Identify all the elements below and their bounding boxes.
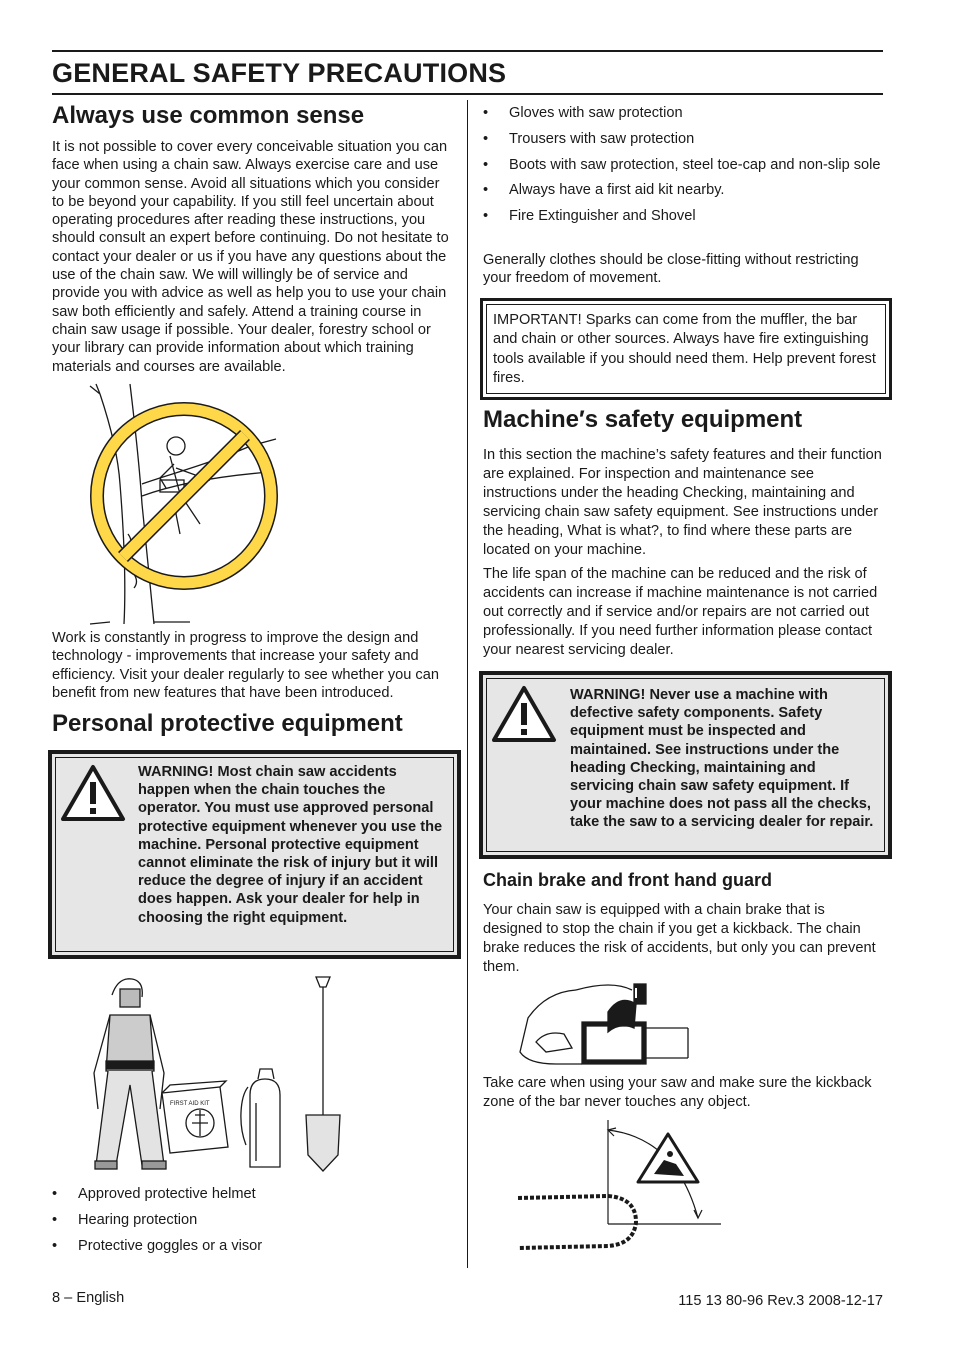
first-aid-kit-label: FIRST AID KIT [170, 1101, 210, 1107]
important-box [480, 298, 892, 400]
title-top-rule [52, 50, 883, 52]
footer-page-label: 8 – English [52, 1290, 125, 1306]
warning-triangle-icon [60, 764, 126, 822]
machine-safety-heading: Machine′s safety equipment [483, 406, 803, 433]
kickback-zone-illustration [516, 1120, 726, 1260]
ppe-heading: Personal protective equipment [52, 710, 403, 737]
improvement-paragraph: Work is constantly in progress to improve the design and technology - improvements that increase your safety and efficiency. Visit your dealer regularly to see whether you can benefit from new features that have been introduced. [52, 630, 439, 701]
common-sense-paragraph: It is not possible to cover every conceivable situation you can face when using a chain saw. Always exercise care and use your common sense. Avoid all situations which you consider to be beyond your capability. If you still feel uncertain about operating procedures after reading these instructions, you should consult an expert before continuing. Do not hesitate to contact your dealer or us if you have any questions about the use of the chain saw. We will willingly be of service and provide you with advice as well as help you to use your chain saw both efficiently and safely. Attend a training course in chain saw usage if possible. Your dealer, forestry school or your library can provide information about which training materials and courses are available. [52, 139, 449, 375]
list-item: • Gloves with saw protection [483, 104, 883, 122]
title-bottom-rule [52, 93, 883, 95]
list-item: • Protective goggles or a visor [52, 1237, 452, 1255]
chain-brake-paragraph: Your chain saw is equipped with a chain brake that is designed to stop the chain if you get a kickback. The chain brake reduces the risk of accidents, but only you can prevent them. [483, 902, 876, 975]
machine-warning-box [479, 671, 892, 859]
chain-saw-hand-guard-illustration [516, 982, 690, 1068]
page-title: GENERAL SAFETY PRECAUTIONS [52, 58, 507, 88]
list-item: • Approved protective helmet [52, 1185, 452, 1203]
list-item: • Hearing protection [52, 1211, 452, 1229]
tree-climbing-prohibited-illustration [80, 384, 280, 624]
list-item: • Fire Extinguisher and Shovel [483, 207, 883, 225]
important-text: IMPORTANT! Sparks can come from the muffler, the bar and chain or other sources. Always have fire extinguishing tools available if you should need them. Help prevent forest fires. [493, 312, 876, 386]
ppe-illustration [80, 975, 350, 1175]
list-item: • Boots with saw protection, steel toe-cap and non-slip sole [483, 156, 883, 174]
machine-safety-paragraph-1: In this section the machine’s safety features and their function are explained. For inspection and maintenance see instructions under the heading Checking, maintaining and servicing chain saw safety equipment. See instructions under the heading, What is what?, to find where these parts are located on your machine. [483, 447, 882, 558]
ppe-bullet-list-continued [483, 104, 883, 233]
warning-triangle-icon [491, 685, 557, 743]
list-item: • Trousers with saw protection [483, 130, 883, 148]
kickback-warning-icon [638, 1134, 698, 1182]
machine-warning-text: WARNING! Never use a machine with defective safety components. Safety equipment must be inspected and maintained. See instructions under the heading Checking, maintaining and servicing chain saw safety equipment. If your machine does not pass all the checks, take the saw to a servicing dealer for repair. [570, 687, 874, 831]
column-divider [467, 100, 468, 1268]
machine-safety-paragraph-2: The life span of the machine can be reduced and the risk of accidents can increase if machine maintenance is not carried out correctly and if service and/or repairs are not carried out professionally. If you need further information please contact your nearest servicing dealer. [483, 566, 878, 658]
footer-doc-ref: 115 13 80-96 Rev.3 2008-12-17 [678, 1293, 883, 1309]
common-sense-heading: Always use common sense [52, 102, 365, 129]
chain-bar [518, 1196, 636, 1248]
clothes-paragraph: Generally clothes should be close-fitting without restricting your freedom of movement. [483, 252, 859, 287]
kickback-paragraph: Take care when using your saw and make sure the kickback zone of the bar never touches any object. [483, 1075, 872, 1110]
chain-brake-heading: Chain brake and front hand guard [483, 870, 773, 890]
ppe-warning-box [48, 750, 461, 959]
ppe-warning-text: WARNING! Most chain saw accidents happen when the chain touches the operator. You must use approved personal protective equipment whenever you use the machine. Personal protective equipment cannot eliminate the risk of injury but it will reduce the degree of injury if an accident does happen. Ask your dealer for help in choosing the right equipment. [138, 764, 443, 926]
prohibition-sign-icon [97, 409, 271, 583]
list-item: • Always have a first aid kit nearby. [483, 181, 883, 199]
ppe-bullet-list [52, 1185, 452, 1262]
